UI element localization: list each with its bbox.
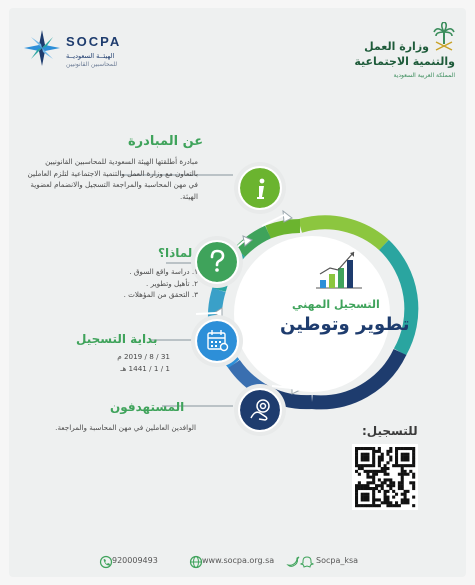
start-icon-circle bbox=[191, 315, 243, 367]
ministry-country: المملكة العربية السعودية bbox=[393, 72, 455, 79]
footer-social[interactable] bbox=[288, 556, 358, 565]
start-date-gregorian: 31 / 8 / 2019 م bbox=[117, 352, 170, 361]
start-title: بداية التسجيل bbox=[76, 332, 158, 346]
qr-code bbox=[352, 444, 418, 510]
target-title: المستهدفون bbox=[110, 400, 185, 414]
target-text: الوافدين العاملين في مهن المحاسبة والمراجعة. bbox=[55, 423, 196, 432]
footer bbox=[0, 552, 475, 576]
footer-website[interactable] bbox=[188, 556, 274, 565]
center-title: تطوير وتوطين bbox=[280, 314, 410, 335]
register-label: للتسجيل: bbox=[362, 424, 418, 438]
start-dates bbox=[78, 351, 170, 374]
why-item-1: ١. دراسة واقع السوق . bbox=[129, 267, 198, 276]
ministry-name-line2: والتنمية الاجتماعية bbox=[354, 55, 455, 68]
why-icon-circle bbox=[191, 236, 243, 288]
socpa-subtitle-2: للمحاسبين القانونيين bbox=[66, 61, 118, 68]
initiative-title: عن المبادرة bbox=[128, 134, 204, 149]
phone-number: 920009493 bbox=[112, 556, 158, 565]
target-icon-circle bbox=[234, 384, 286, 436]
center-subtitle: التسجيل المهني bbox=[292, 298, 380, 311]
website-url: www.socpa.org.sa bbox=[202, 556, 275, 565]
ministry-name-line1: وزارة العمل bbox=[364, 40, 429, 53]
social-handle: Socpa_ksa bbox=[316, 556, 359, 565]
footer-phone[interactable] bbox=[112, 556, 158, 565]
ring-segment-green-top bbox=[268, 226, 300, 232]
initiative-text: مبادرة أطلقتها الهيئة السعودية للمحاسبين القانونيين بالتعاون مع وزارة العمل والتنمية الاجتماعية لتلزم العاملين في مهن المحاسبة والمراجعة التسجيل والانضمام لعضوية الهيئة. bbox=[27, 157, 198, 201]
socpa-name: SOCPA bbox=[66, 34, 122, 49]
socpa-subtitle-1: الهيئــة السعوديــة bbox=[66, 52, 115, 60]
start-date-hijri: 1 / 1 / 1441 هـ bbox=[120, 363, 170, 373]
why-list bbox=[68, 266, 198, 301]
why-item-2: ٢. تأهيل وتطوير . bbox=[146, 278, 198, 288]
why-item-3: ٣. التحقق من المؤهلات . bbox=[123, 290, 198, 299]
why-title: لماذا؟ bbox=[158, 246, 193, 260]
initiative-icon-circle bbox=[234, 162, 286, 214]
